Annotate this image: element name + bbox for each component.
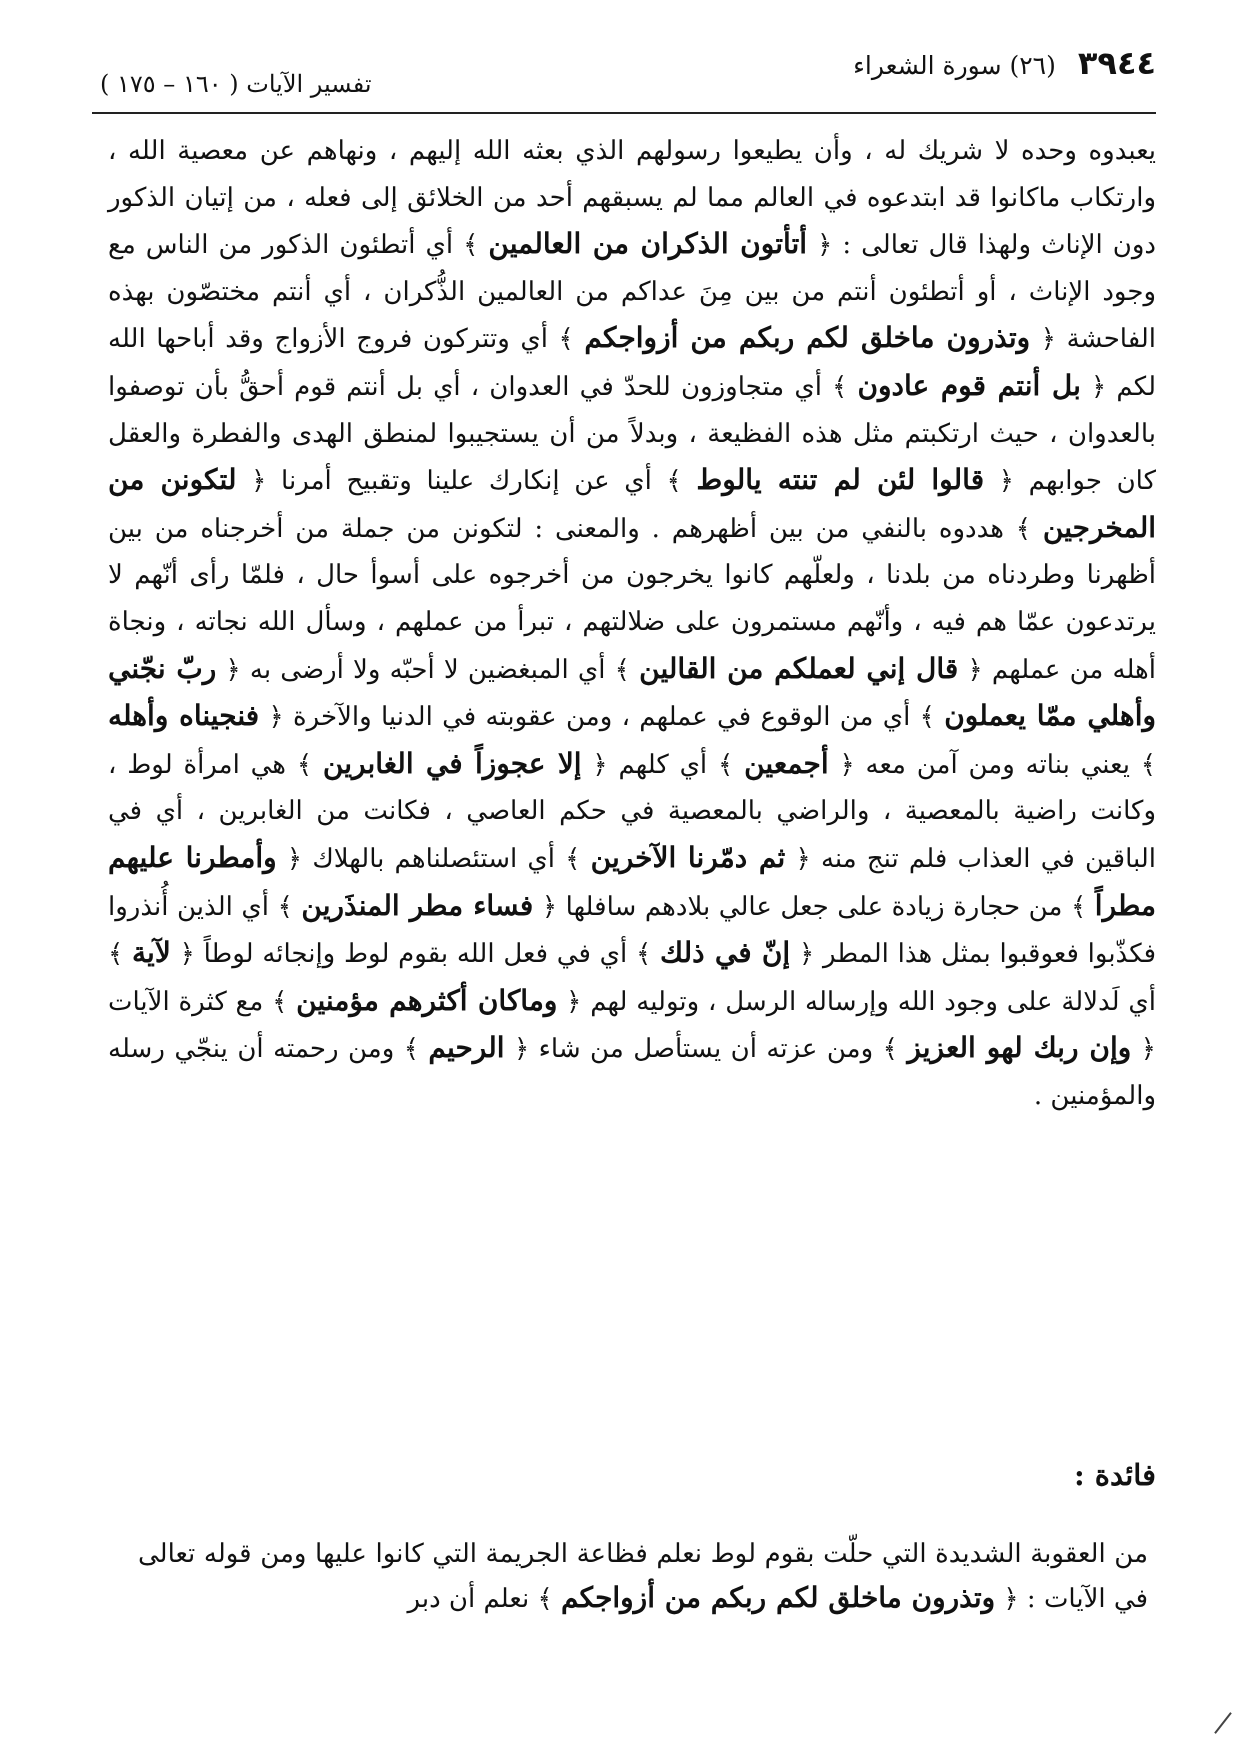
sura-title: (٢٦) سورة الشعراء — [853, 51, 1056, 80]
commentary-text: ﴾ أي لَدلالة على وجود الله وإرساله الرسل ، وتوليه لهم ﴿ — [108, 939, 1156, 1017]
benefit-body — [138, 1532, 1148, 1621]
commentary-text: ﴾ أي في فعل الله بقوم لوط وإنجائه لوطاً ﴿ — [170, 939, 661, 970]
commentary-text: ﴾ يعني بناته ومن آمن معه ﴿ — [828, 749, 1156, 780]
commentary-text: ﴾ أي عن إنكارك علينا وتقبيح أمرنا ﴿ — [236, 466, 697, 497]
quran-quote: وماكان أكثرهم مؤمنين — [296, 983, 558, 1017]
quran-quote: وإن ربك لهو العزيز — [907, 1031, 1132, 1065]
quran-quote: لتكونن من المخرجين — [108, 463, 1156, 544]
commentary-text: ﴾ نعلم أن دبر — [407, 1584, 561, 1614]
commentary-text: ﴾ من حجارة زيادة على جعل عالي بلادهم سافلها ﴿ — [533, 891, 1095, 922]
commentary-text: يعبدوه وحده لا شريك له ، وأن يطيعوا رسولهم الذي بعثه الله إليهم ، ونهاهم عن معصية الله ، وارتكاب ماكانوا قد ابتدعوه في العالم مما لم يسبقهم أحد من الخلائق إلى فعله ، من إتيان الذكور دون الإناث ولهذا قال تعالى : ﴿ — [108, 136, 1156, 261]
commentary-text: ﴾ أي الذين أُنذروا فكذّبوا فعوقبوا بمثل هذا المطر ﴿ — [108, 891, 1156, 970]
scan-edge-mark — [1214, 1712, 1232, 1734]
commentary-text: ﴾ ومن عزته أن يستأصل من شاء ﴿ — [504, 1034, 908, 1065]
commentary-text: ﴾ أي استئصلناهم بالهلاك ﴿ — [276, 843, 591, 874]
quran-quote: ربّ نجّني وأهلي ممّا يعملون — [108, 651, 1156, 733]
commentary-text: ﴾ أي وتتركون فروج الأزواج وقد أباحها الله لكم ﴿ — [108, 324, 1157, 402]
quran-quote: أتأتون الذكران من العالمين — [488, 227, 808, 261]
commentary-text: ﴾ ومن رحمته أن ينجّي رسله والمؤمنين . — [108, 1034, 1156, 1111]
quran-quote: وتذرون ماخلق لكم ربكم من أزواجكم — [560, 1581, 996, 1614]
page-number: ٣٩٤٤ — [1077, 44, 1156, 82]
commentary-text: ﴾ أي المبغضين لا أحبّه ولا أرضى به ﴿ — [216, 654, 640, 685]
benefit-heading: فائدة : — [1074, 1458, 1156, 1492]
quran-quote: وتذرون ماخلق لكم ربكم من أزواجكم — [584, 321, 1031, 355]
header-right-group — [853, 44, 1156, 82]
commentary-text: ﴾ مع كثرة الآيات ﴿ — [108, 986, 1156, 1065]
commentary-text: من العقوبة الشديدة التي حلّت بقوم لوط نعلم فظاعة الجريمة التي كانوا عليها ومن قوله تعالى في الآيات : ﴿ — [138, 1539, 1148, 1614]
section-reference: تفسير الآيات ( ١٦٠ – ١٧٥ ) — [100, 70, 372, 98]
tafsir-paragraph — [108, 128, 1156, 1119]
quran-quote: وأمطرنا عليهم مطراً — [108, 840, 1156, 922]
commentary-text: ﴾ هددوه بالنفي من بين أظهرهم . والمعنى : لتكونن من جملة من أخرجناه من بين أظهرنا وطردناه من بلدنا ، ولعلّهم كانوا يخرجون من أخرجوه على أسوأ حال ، فلمّا رأى أنّهم لا يرتدعون عمّا هم فيه ، وأنّهم مستمرون على ضلالتهم ، تبرأ من عملهم ، وسأل الله نجاته ، ونجاة أهله من عملهم ﴿ — [108, 513, 1156, 685]
quran-quote: إلا عجوزاً في الغابرين — [322, 746, 582, 780]
quran-quote: ثم دمّرنا الآخرين — [590, 840, 786, 874]
quran-quote: قالوا لئن لم تنته يالوط — [696, 463, 985, 497]
commentary-text: ﴾ أي من الوقوع في عملهم ، ومن عقوبته في الدنيا والآخرة ﴿ — [259, 702, 945, 733]
quran-quote: لآية — [132, 936, 171, 970]
commentary-text: ﴾ أي متجاوزون للحدّ في العدوان ، أي بل أنتم قوم أحقُّ بأن توصفوا بالعدوان ، حيث ارتكبتم مثل هذه الفظيعة ، وبدلاً من أن يستجيبوا لمنطق الهدى والفطرة والعقل كان جوابهم ﴿ — [108, 371, 1156, 497]
quran-quote: الرحيم — [428, 1031, 505, 1065]
quran-quote: فنجيناه وأهله — [108, 699, 260, 733]
quran-quote: فساء مطر المنذَرين — [301, 888, 534, 922]
commentary-text: ﴾ أي أتطئون الذكور من الناس مع وجود الإناث ، أو أتطئون أنتم من بين مِنَ عداكم من العالمين الذُّكران ، أي أنتم مختصّون بهذه الفاحشة ﴿ — [108, 230, 1156, 355]
commentary-text: ﴾ أي كلهم ﴿ — [581, 749, 745, 780]
page-header — [92, 44, 1156, 114]
tafsir-body — [108, 128, 1156, 1119]
commentary-text: ﴾ هي امرأة لوط ، وكانت راضية بالمعصية ، والراضي بالمعصية في حكم العاصي ، فكانت من الغابرين ، أي في الباقين في العذاب فلم تنج منه ﴿ — [108, 749, 1156, 874]
header-divider — [92, 112, 1156, 114]
quran-quote: أجمعين — [744, 746, 829, 780]
quran-quote: قال إني لعملكم من القالين — [639, 651, 959, 685]
quran-quote: إنّ في ذلك — [660, 936, 791, 970]
quran-quote: بل أنتم قوم عادون — [857, 368, 1081, 402]
